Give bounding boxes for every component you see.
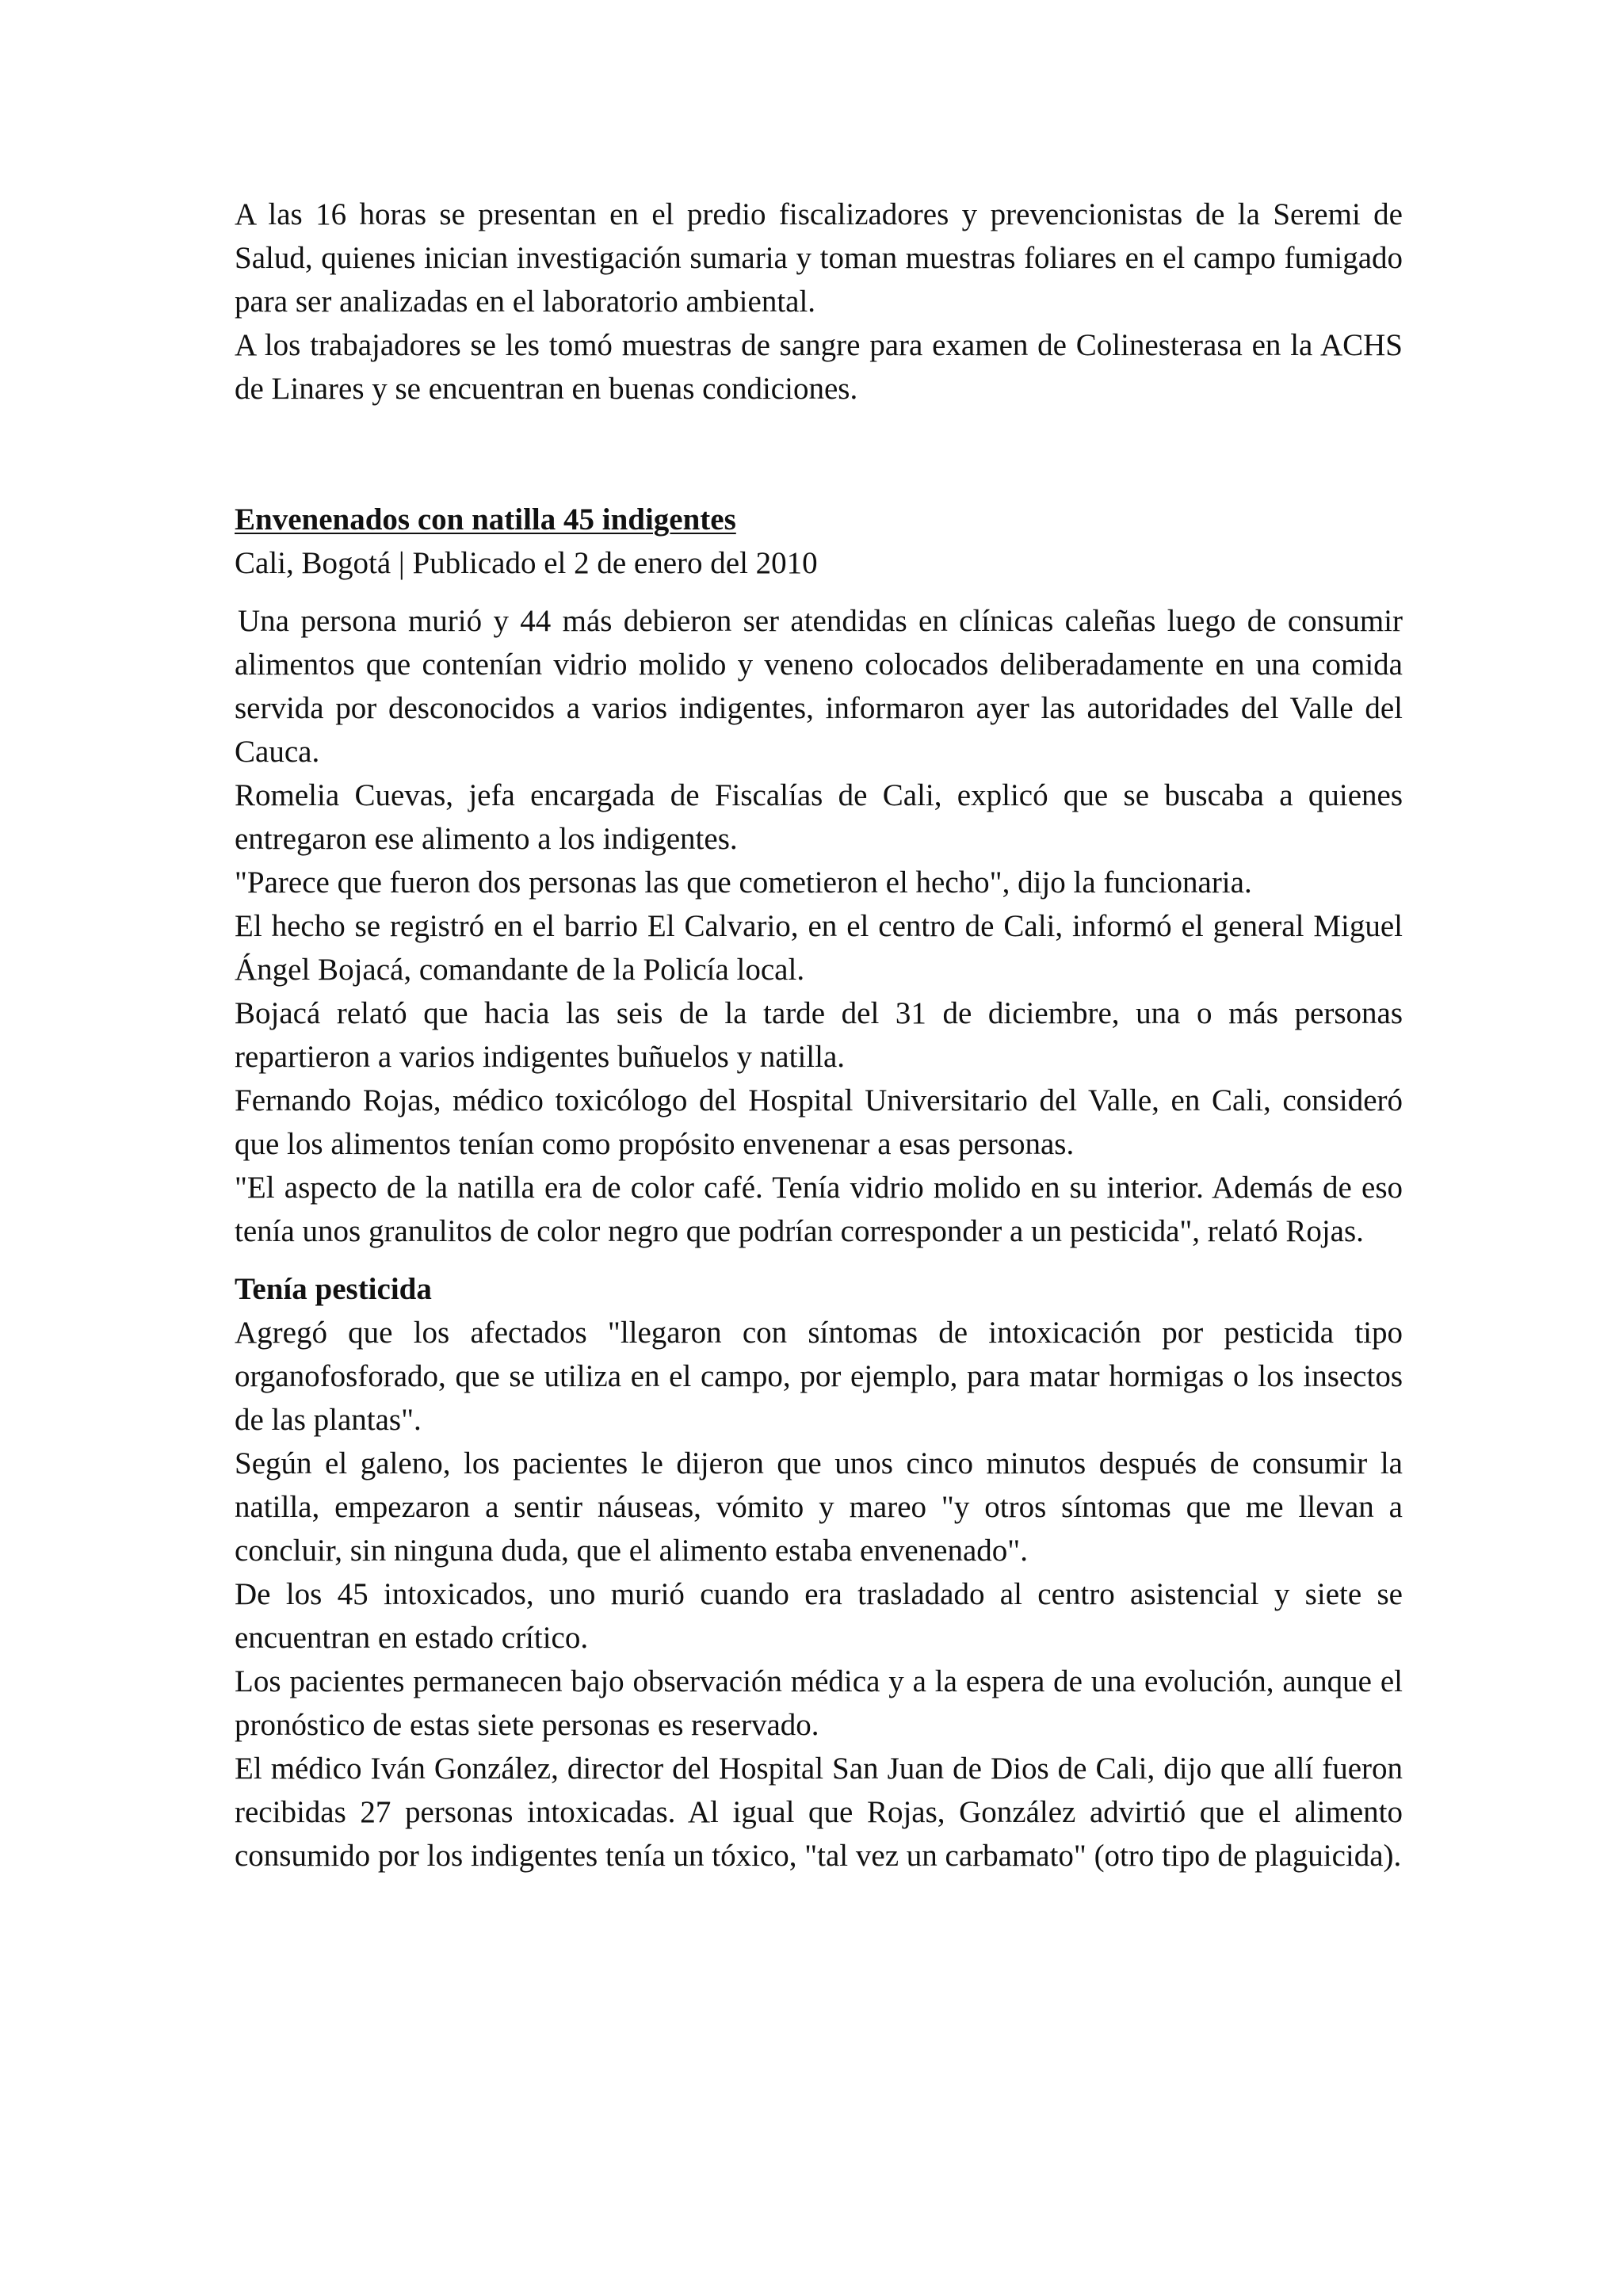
article-paragraph: Una persona murió y 44 más debieron ser atendidas en clínicas caleñas luego de consumir alimentos que contenían vidrio molido y veneno colocados deliberadamente en una comida servida por desconocidos a varios indigentes, informaron ayer las autoridades del Valle del Cauca. [235, 604, 1403, 769]
article-paragraph: Fernando Rojas, médico toxicólogo del Hospital Universitario del Valle, en Cali, consideró que los alimentos tenían como propósito envenenar a esas personas. [235, 1083, 1403, 1161]
article-paragraph: Bojacá relató que hacia las seis de la tarde del 31 de diciembre, una o más personas repartieron a varios indigentes buñuelos y natilla. [235, 996, 1403, 1074]
intro-paragraph: A las 16 horas se presentan en el predio fiscalizadores y prevencionistas de la Seremi de Salud, quienes inician investigación sumaria y toman muestras foliares en el campo fumigado para ser analizadas en el laboratorio ambiental. [235, 197, 1403, 319]
article-paragraph: De los 45 intoxicados, uno murió cuando era trasladado al centro asistencial y siete se encuentran en estado crítico. [235, 1577, 1403, 1655]
article-paragraph: "Parece que fueron dos personas las que cometieron el hecho", dijo la funcionaria. [235, 865, 1252, 900]
article-title: Envenenados con natilla 45 indigentes [235, 502, 736, 537]
article-paragraph: "El aspecto de la natilla era de color café. Tenía vidrio molido en su interior. Además de eso tenía unos granulitos de color negro que podrían corresponder a un pesticida", relató Rojas. [235, 1171, 1403, 1248]
article-paragraph: Agregó que los afectados "llegaron con síntomas de intoxicación por pesticida tipo organofosforado, que se utiliza en el campo, por ejemplo, para matar hormigas o los insectos de las plantas". [235, 1316, 1403, 1437]
article-paragraph: Según el galeno, los pacientes le dijeron que unos cinco minutos después de consumir la natilla, empezaron a sentir náuseas, vómito y mareo "y otros síntomas que me llevan a concluir, sin ninguna duda, que el alimento estaba envenenado". [235, 1446, 1403, 1568]
article-paragraph: El médico Iván González, director del Hospital San Juan de Dios de Cali, dijo que allí fueron recibidas 27 personas intoxicadas. Al igual que Rojas, González advirtió que el alimento consumido por los indigentes tenía un tóxico, "tal vez un carbamato" (otro tipo de plaguicida). [235, 1752, 1403, 1873]
article-paragraph: Romelia Cuevas, jefa encargada de Fiscalías de Cali, explicó que se buscaba a quienes entregaron ese alimento a los indigentes. [235, 778, 1403, 856]
document-body [235, 193, 1403, 1878]
article-paragraph: El hecho se registró en el barrio El Calvario, en el centro de Cali, informó el general Miguel Ángel Bojacá, comandante de la Policía local. [235, 909, 1403, 987]
article-paragraph: Los pacientes permanecen bajo observación médica y a la espera de una evolución, aunque el pronóstico de estas siete personas es reservado. [235, 1664, 1403, 1742]
article-dateline: Cali, Bogotá | Publicado el 2 de enero del 2010 [235, 546, 818, 580]
article-subheading: Tenía pesticida [235, 1272, 432, 1306]
intro-paragraph: A los trabajadores se les tomó muestras de sangre para examen de Colinesterasa en la ACHS de Linares y se encuentran en buenas condiciones. [235, 328, 1403, 406]
